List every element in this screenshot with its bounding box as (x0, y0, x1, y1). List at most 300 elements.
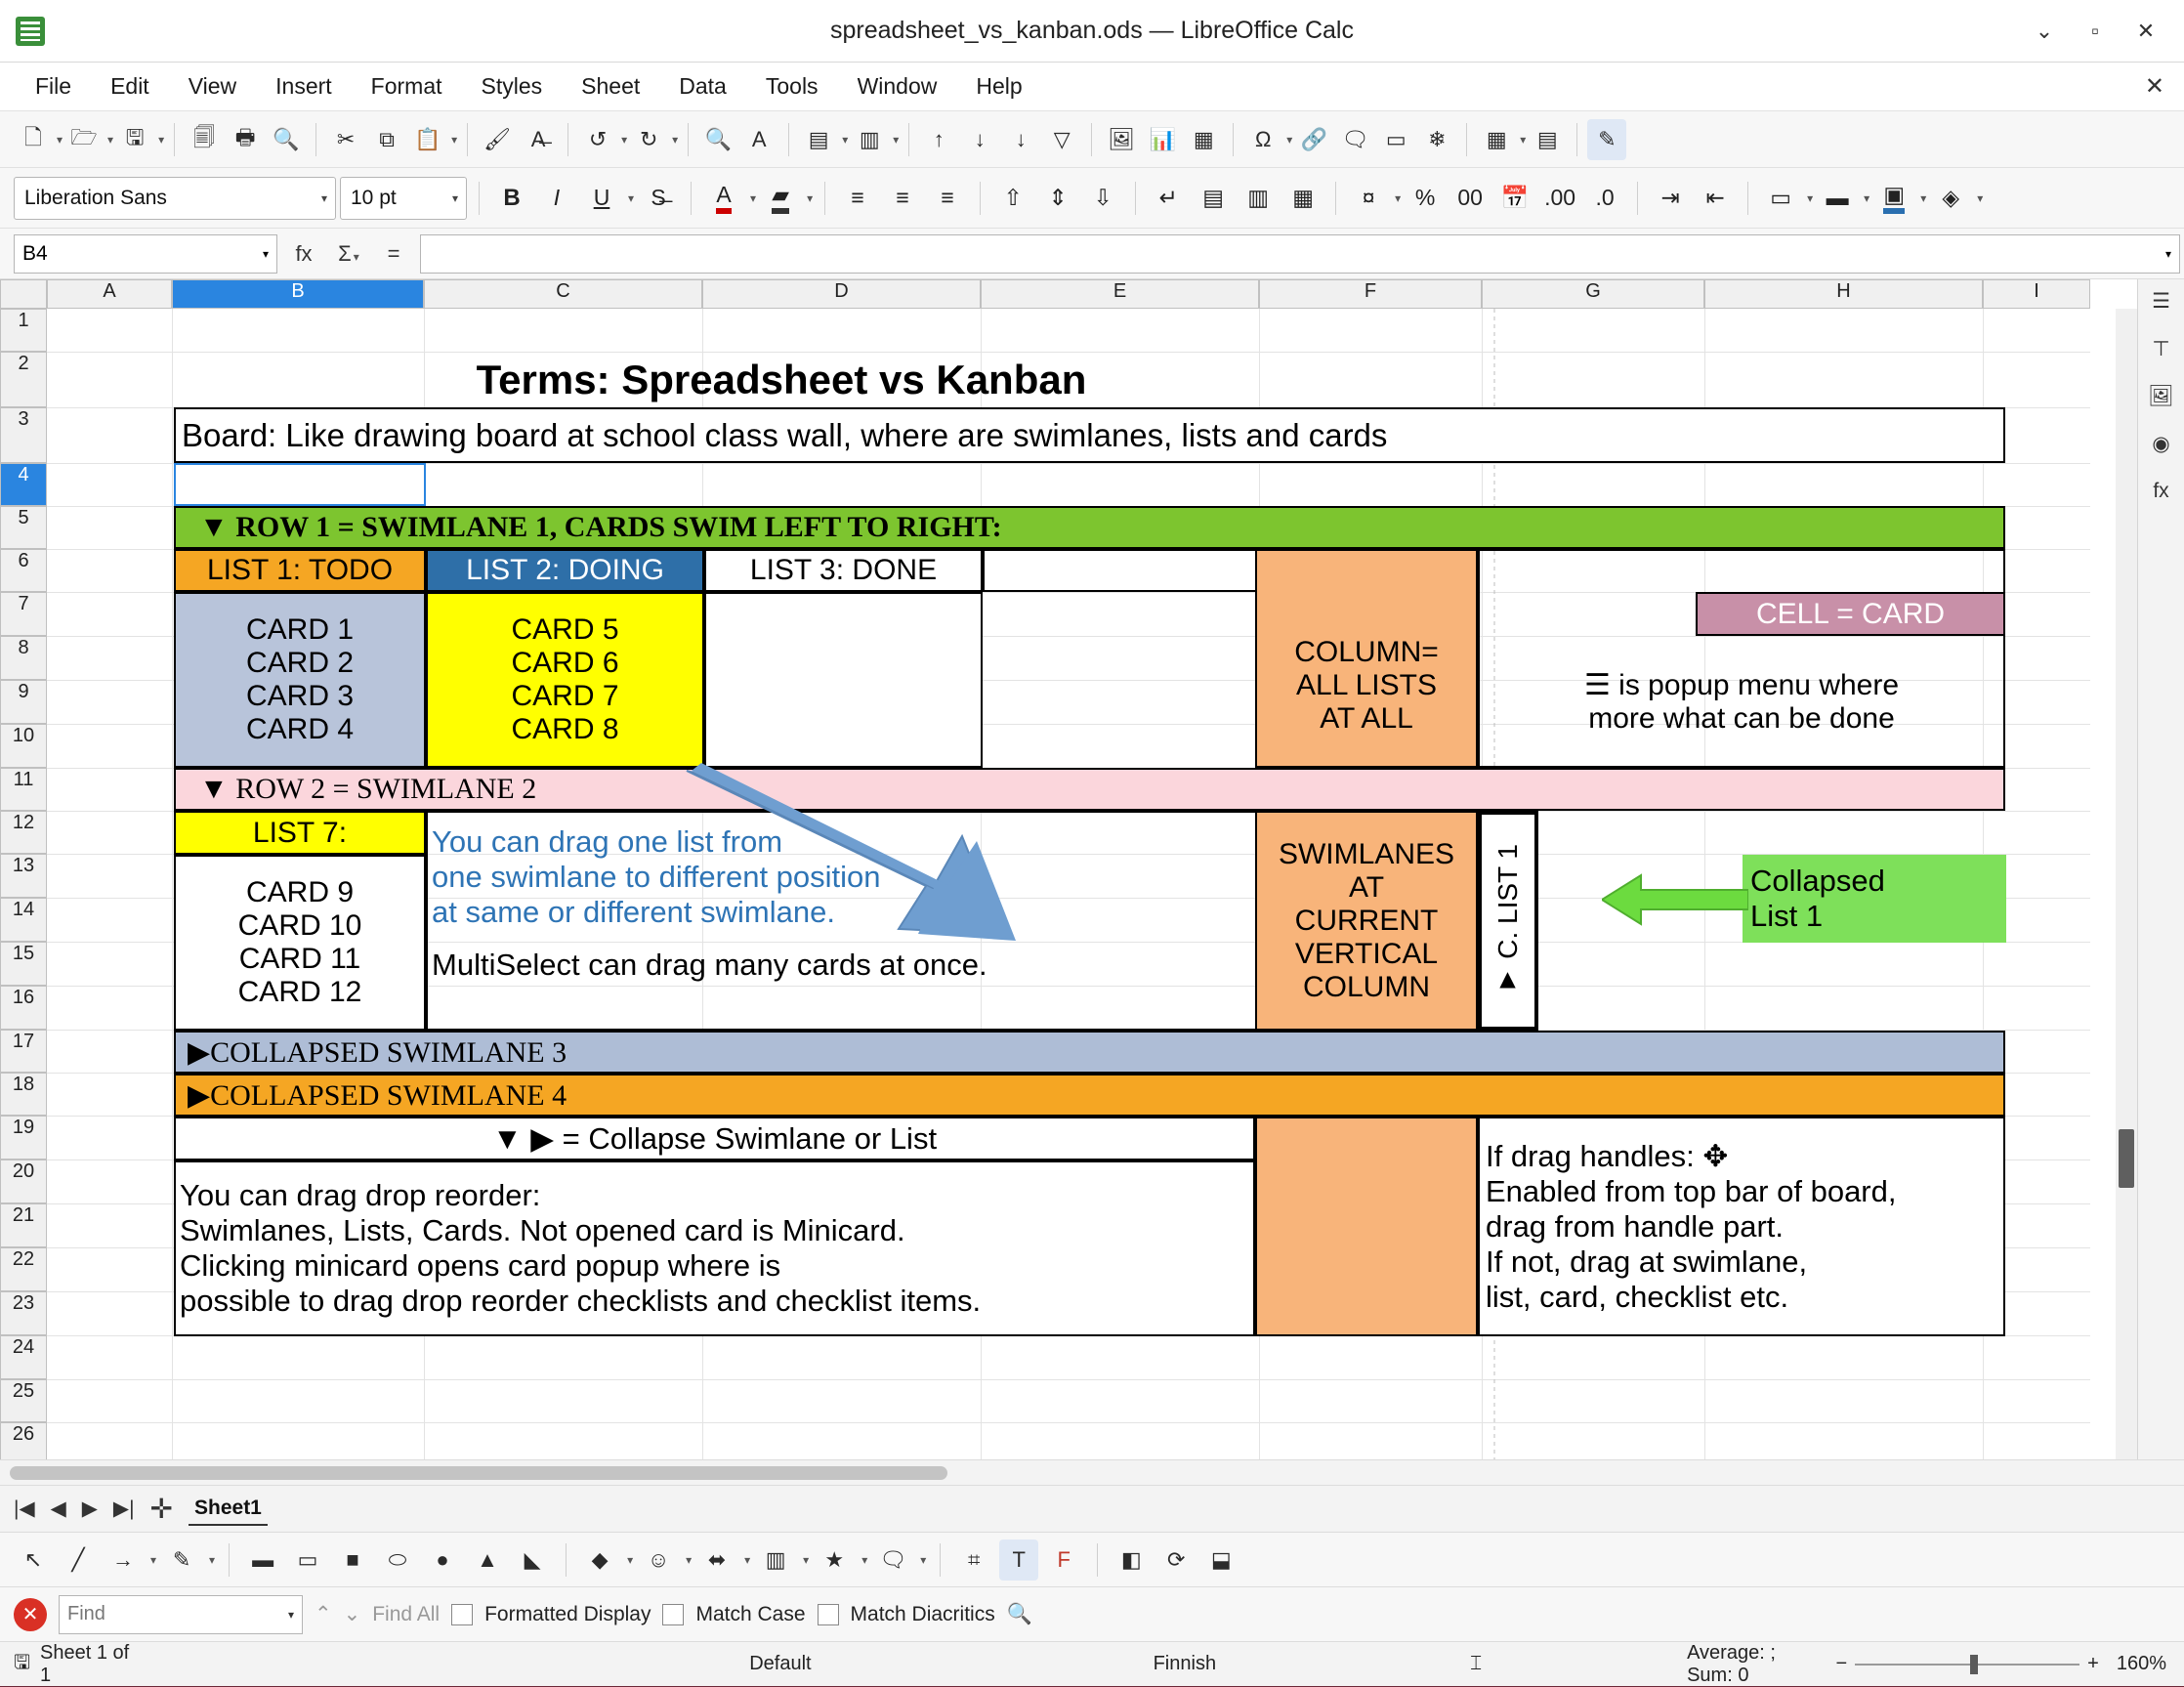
align-objects-icon[interactable]: ⬓ (1210, 1546, 1232, 1572)
average-sum-status: Average: ; Sum: 0 (1687, 1641, 1776, 1686)
sidebar-navigator-icon[interactable]: fx (2153, 480, 2169, 502)
column-all-lists-line-1: COLUMN= (1294, 636, 1439, 668)
select-tool-icon[interactable]: ↖ (23, 1546, 43, 1572)
formula-expand-chevron-down-icon[interactable]: ▾ (2164, 246, 2171, 261)
sheet-tab-sheet1[interactable]: Sheet1 (189, 1493, 268, 1526)
column-header-g[interactable]: G (1482, 279, 1704, 309)
page-style[interactable]: Default (749, 1653, 812, 1674)
formatbar-separator (1335, 182, 1336, 215)
background-color-caret-icon[interactable]: ▾ (1920, 190, 1927, 205)
italic-label: I (553, 185, 561, 210)
basic-shapes-icon[interactable]: ◆ (591, 1546, 609, 1572)
font-color-button[interactable] (703, 177, 744, 220)
undo-caret-icon[interactable]: ▾ (621, 132, 628, 147)
sum-icon[interactable] (330, 241, 367, 267)
row-header-13[interactable]: 13 (0, 854, 47, 898)
card-2: CARD 2 (245, 647, 355, 679)
row-header-8[interactable]: 8 (0, 636, 47, 680)
flowchart-shapes-icon[interactable]: ▥ (765, 1546, 786, 1572)
selection-mode-icon[interactable]: ⌶ (1470, 1653, 1483, 1674)
find-and-replace-icon[interactable]: 🔍 (1006, 1602, 1032, 1625)
column-header-d[interactable]: D (702, 279, 981, 309)
collapsed-swimlane-3-label: ▶COLLAPSED SWIMLANE 3 (188, 1035, 567, 1069)
zoom-in-button[interactable]: + (2087, 1653, 2099, 1674)
column-all-lists-line-3: AT ALL (1320, 702, 1413, 735)
spelling-icon[interactable]: A (751, 126, 767, 151)
insert-chart-icon[interactable]: 📊 (1149, 126, 1176, 151)
horizontal-scrollbar-thumb[interactable] (10, 1466, 947, 1480)
vertical-scrollbar[interactable] (2116, 309, 2137, 1459)
highlight-color-caret-icon[interactable]: ▾ (807, 190, 814, 205)
add-sheet-icon[interactable]: ✛ (149, 1494, 173, 1524)
row-header-column (0, 309, 47, 1459)
toolbar-separator (467, 123, 468, 156)
swimlanes-column-line-3: CURRENT (1294, 904, 1439, 937)
new-document-icon[interactable]: 🗋 (24, 124, 42, 149)
drag-drop-notes-block (174, 1160, 1255, 1336)
drag-handles-note-line-5: list, card, checklist etc. (1486, 1279, 1789, 1314)
list-7-cards (174, 855, 426, 1031)
export-pdf-icon[interactable]: 🗐 (193, 124, 216, 149)
collapse-legend-text: ▼ ▶ = Collapse Swimlane or List (491, 1120, 938, 1156)
right-triangle-tool-icon[interactable]: ◣ (524, 1546, 541, 1572)
column-header-a[interactable]: A (47, 279, 172, 309)
stars-banners-icon[interactable]: ★ (824, 1546, 845, 1572)
row-header-25[interactable]: 25 (0, 1379, 47, 1422)
list-2-cards (426, 592, 704, 768)
format-date-button[interactable]: 📅 (1500, 185, 1530, 210)
list-3-header (704, 549, 983, 592)
card-9: CARD 9 (245, 876, 355, 908)
green-arrow-shape (1602, 870, 1748, 929)
row-header-24[interactable]: 24 (0, 1335, 47, 1379)
stars-banners-caret-icon[interactable]: ▾ (861, 1552, 868, 1567)
save-document-icon[interactable]: 🖫 (125, 124, 145, 149)
paste-icon[interactable]: 📋 (414, 126, 441, 151)
menu-edit[interactable]: Edit (110, 73, 149, 99)
special-character-caret-icon[interactable]: ▾ (1286, 132, 1293, 147)
menu-bar (0, 63, 2184, 111)
card-3: CARD 3 (245, 680, 355, 712)
sheet-title (195, 352, 1367, 407)
pivot-table-icon[interactable]: ▦ (1193, 126, 1214, 151)
borders-caret-icon[interactable]: ▾ (1520, 132, 1527, 147)
column-caret-icon[interactable]: ▾ (893, 132, 900, 147)
italic-button[interactable] (536, 177, 577, 220)
toolbar-separator (1091, 123, 1092, 156)
drawbar-separator (940, 1543, 941, 1577)
row-header-1[interactable]: 1 (0, 309, 47, 352)
board-description-text: Board: Like drawing board at school class wall, where are swimlanes, lists and cards (182, 416, 1388, 453)
card-1: CARD 1 (245, 613, 355, 646)
collapsed-list-callout-line-2: List 1 (1750, 899, 1824, 933)
redo-icon[interactable]: ↻ (639, 126, 658, 151)
menu-insert[interactable]: Insert (275, 73, 332, 99)
multiselect-note-text: MultiSelect can drag many cards at once. (432, 947, 987, 982)
border-style-caret-icon[interactable]: ▾ (1864, 190, 1870, 205)
drawbar-separator (1097, 1543, 1098, 1577)
card-8: CARD 8 (511, 713, 619, 745)
find-previous-icon[interactable]: ⌃ (315, 1603, 332, 1625)
sort-descending-icon[interactable]: ↓ (1015, 126, 1027, 151)
card-7: CARD 7 (511, 680, 619, 712)
formatted-display-label: Formatted Display (484, 1602, 651, 1625)
sheet-info: Sheet 1 of 1 (40, 1641, 130, 1686)
toggle-extrusion-icon[interactable]: ◧ (1120, 1546, 1142, 1572)
circle-tool-icon[interactable]: ● (436, 1546, 449, 1572)
underline-label: U (593, 185, 610, 210)
row-header-14[interactable]: 14 (0, 898, 47, 942)
close-document-button[interactable]: ✕ (2144, 73, 2164, 100)
sum-caret-icon[interactable]: ▾ (353, 249, 359, 264)
split-window-icon[interactable]: ▤ (1536, 126, 1558, 151)
menu-styles[interactable]: Styles (481, 73, 543, 99)
row-icon[interactable]: ▤ (808, 126, 829, 151)
collapsed-list-1-label: ▼ C. LIST 1 (1492, 844, 1523, 997)
drag-drop-note-line-2: Swimlanes, Lists, Cards. Not opened card is Minicard. (180, 1213, 905, 1247)
print-icon[interactable]: 🖶 (234, 124, 256, 149)
zoom-slider-track[interactable] (1855, 1664, 2079, 1666)
language-status[interactable]: Finnish (1153, 1653, 1217, 1674)
horizontal-scrollbar[interactable] (0, 1459, 2184, 1485)
collapsed-list-callout-line-1: Collapsed (1750, 864, 1885, 898)
save-document-caret-icon[interactable]: ▾ (158, 132, 165, 147)
menu-format[interactable]: Format (370, 73, 442, 99)
line-ends-arrow-caret-icon[interactable]: ▾ (150, 1552, 157, 1567)
row-header-15[interactable]: 15 (0, 942, 47, 986)
special-character-icon[interactable]: Ω (1255, 126, 1272, 151)
column-header-f[interactable]: F (1259, 279, 1482, 309)
card-4: CARD 4 (245, 713, 355, 745)
formatbar-separator (1747, 182, 1748, 215)
sidebar-settings-icon[interactable]: ☰ (2152, 290, 2170, 313)
sidebar-styles-icon[interactable]: 🖼 (2148, 385, 2174, 407)
find-history-chevron-down-icon[interactable]: ▾ (287, 1607, 294, 1622)
last-sheet-icon[interactable]: ▶| (112, 1497, 135, 1520)
insert-text-box-icon[interactable]: T (999, 1539, 1038, 1581)
add-decimal-place-button[interactable]: .00 (1544, 185, 1576, 210)
name-box-value: B4 (22, 241, 48, 265)
underline-caret-icon[interactable]: ▾ (628, 190, 635, 205)
sort-ascending-icon[interactable]: ↓ (974, 126, 986, 151)
clear-formatting-icon[interactable]: A̶ (530, 126, 546, 151)
swimlanes-column-box (1255, 811, 1478, 1031)
borders-format-button[interactable]: ▭ (1770, 185, 1791, 210)
collapsed-list-callout (1743, 855, 2006, 943)
undo-icon[interactable]: ↺ (588, 126, 608, 151)
find-replace-icon[interactable]: 🔍 (704, 126, 732, 151)
clone-formatting-icon[interactable]: 🖌 (483, 126, 512, 151)
bold-button[interactable] (491, 177, 532, 220)
menu-data[interactable]: Data (679, 73, 727, 99)
wrap-text-button[interactable]: ↵ (1158, 185, 1178, 210)
rectangle-tool-icon[interactable]: ▬ (252, 1546, 274, 1572)
minimize-button[interactable]: ⌄ (2035, 18, 2054, 43)
symbol-shapes-caret-icon[interactable]: ▾ (686, 1552, 693, 1567)
previous-sheet-icon[interactable]: ◀ (50, 1497, 66, 1520)
unmerge-cells-button[interactable]: ▦ (1292, 185, 1314, 210)
rounded-rectangle-tool-icon[interactable]: ▭ (297, 1546, 318, 1572)
standard-toolbar (0, 111, 2184, 168)
row-header-12[interactable]: 12 (0, 811, 47, 854)
swimlane-1-row (174, 506, 2005, 549)
block-arrows-icon[interactable]: ⬌ (707, 1546, 727, 1572)
callout-shapes-caret-icon[interactable]: ▾ (920, 1552, 927, 1567)
collapsed-swimlane-4-label: ▶COLLAPSED SWIMLANE 4 (188, 1078, 567, 1112)
formatbar-separator (1135, 182, 1136, 215)
formatbar-separator (980, 182, 981, 215)
insert-fontwork-icon[interactable]: F (1057, 1546, 1071, 1572)
list-3-label: LIST 3: DONE (749, 554, 938, 586)
align-left-button[interactable]: ≡ (851, 185, 864, 210)
menu-help[interactable]: Help (976, 73, 1023, 99)
freeze-rows-columns-icon[interactable]: ❄ (1428, 126, 1447, 151)
square-tool-icon[interactable]: ■ (346, 1546, 359, 1572)
popup-menu-note-line-1: ☰ is popup menu where (1583, 669, 1900, 701)
selected-cell-b4[interactable] (174, 463, 426, 506)
row-header-11[interactable]: 11 (0, 768, 47, 811)
drag-list-note-line-3: at same or different swimlane. (432, 894, 835, 929)
sidebar-gallery-icon[interactable]: ◉ (2152, 433, 2170, 455)
formatbar-separator (479, 182, 480, 215)
zoom-out-button[interactable]: − (1835, 1653, 1848, 1674)
format-currency-button[interactable]: ¤ (1362, 185, 1375, 210)
collapsed-swimlane-3 (174, 1031, 2005, 1074)
insert-comment-icon[interactable]: 🗨 (1341, 126, 1369, 151)
font-size-value: 10 pt (351, 186, 397, 209)
align-bottom-button[interactable]: ⇩ (1093, 185, 1113, 210)
column-header-i[interactable]: I (1983, 279, 2090, 309)
format-percent-button[interactable]: % (1414, 185, 1436, 210)
copy-icon[interactable]: ⧉ (379, 126, 395, 151)
sheet-title-text: Terms: Spreadsheet vs Kanban (476, 356, 1087, 402)
orange-spacer-block (1255, 1117, 1478, 1336)
zoom-slider[interactable] (1835, 1653, 2184, 1675)
font-name-chevron-down-icon[interactable]: ▾ (320, 190, 327, 205)
borders-format-caret-icon[interactable]: ▾ (1807, 190, 1814, 205)
callout-shapes-icon[interactable]: 🗨 (879, 1546, 907, 1572)
row-header-22[interactable]: 22 (0, 1247, 47, 1291)
insert-hyperlink-icon[interactable]: 🔗 (1300, 126, 1327, 151)
line-ends-arrow-tool-icon[interactable]: → (112, 1546, 134, 1572)
block-arrows-caret-icon[interactable]: ▾ (744, 1552, 751, 1567)
formula-input-line[interactable] (420, 234, 2180, 274)
merge-center-cells-button[interactable]: ▥ (1247, 185, 1269, 210)
drag-handles-note-line-4: If not, drag at swimlane, (1486, 1244, 1808, 1279)
row-header-23[interactable]: 23 (0, 1291, 47, 1335)
drag-drop-note-line-1: You can drag drop reorder: (180, 1178, 541, 1212)
row-caret-icon[interactable]: ▾ (842, 132, 849, 147)
drag-list-note-line-2: one swimlane to different position (432, 859, 881, 894)
paste-caret-icon[interactable]: ▾ (451, 132, 458, 147)
row-header-19[interactable]: 19 (0, 1116, 47, 1160)
font-color-caret-icon[interactable]: ▾ (750, 190, 757, 205)
delete-decimal-place-button[interactable]: .0 (1595, 185, 1615, 210)
row-header-16[interactable]: 16 (0, 986, 47, 1030)
menu-tools[interactable]: Tools (765, 73, 819, 99)
toolbar-separator (908, 123, 909, 156)
font-color-label: A (716, 182, 731, 214)
list-7-label: LIST 7: (252, 816, 348, 849)
row-header-4[interactable]: 4 (0, 463, 47, 506)
find-next-icon[interactable]: ⌄ (343, 1603, 361, 1625)
format-currency-caret-icon[interactable]: ▾ (1395, 190, 1402, 205)
save-status-icon: 🖫 (14, 1651, 31, 1673)
drag-handles-note-line-2: Enabled from top bar of board, (1486, 1173, 1897, 1208)
row-header-5[interactable]: 5 (0, 506, 47, 549)
ellipse-tool-icon[interactable]: ⬭ (388, 1546, 407, 1572)
highlight-color-button[interactable] (760, 177, 801, 220)
row-header-6[interactable]: 6 (0, 549, 47, 592)
name-box[interactable] (14, 234, 277, 274)
toolbar-separator (1576, 123, 1577, 156)
points-tool-icon[interactable]: ⌗ (968, 1546, 981, 1572)
sheet-tab-bar (0, 1485, 2184, 1532)
swimlane-1-label: ▼ ROW 1 = SWIMLANE 1, CARDS SWIM LEFT TO RIGHT: (199, 511, 1002, 543)
cut-icon[interactable]: ✂ (336, 126, 356, 151)
select-all-corner[interactable] (0, 279, 47, 309)
vertical-scrollbar-thumb[interactable] (2119, 1129, 2134, 1188)
formatbar-separator (691, 182, 692, 215)
sort-icon[interactable]: ↑ (933, 126, 945, 151)
background-color-label: ▣ (1883, 182, 1905, 214)
increase-indent-button[interactable]: ⇥ (1660, 185, 1680, 210)
menu-view[interactable]: View (188, 73, 237, 99)
open-document-icon[interactable]: 🗁 (70, 124, 98, 149)
toolbar-separator (1233, 123, 1234, 156)
match-case-label: Match Case (695, 1602, 806, 1625)
align-top-button[interactable]: ⇧ (1003, 185, 1023, 210)
column-header-e[interactable]: E (981, 279, 1259, 309)
align-right-button[interactable]: ≡ (941, 185, 954, 210)
drawing-toolbar (0, 1532, 2184, 1586)
show-draw-functions-icon[interactable]: ✎ (1587, 119, 1626, 160)
sidebar-deck (2137, 279, 2184, 1459)
first-sheet-icon[interactable]: |◀ (14, 1497, 35, 1520)
formatted-display-checkbox[interactable] (451, 1604, 473, 1625)
conditional-formatting-button[interactable]: ◈ (1942, 185, 1960, 210)
card-6: CARD 6 (511, 647, 619, 679)
drag-drop-note-line-3: Clicking minicard opens card popup where is (180, 1248, 781, 1283)
card-11: CARD 11 (238, 943, 361, 975)
status-bar (0, 1641, 2184, 1686)
align-center-button[interactable]: ≡ (896, 185, 909, 210)
column-header-c[interactable]: C (424, 279, 702, 309)
menu-sheet[interactable]: Sheet (581, 73, 641, 99)
open-document-caret-icon[interactable]: ▾ (107, 132, 114, 147)
autofilter-icon[interactable]: ▽ (1053, 126, 1071, 151)
cell-equals-card-box (1696, 592, 2005, 636)
decrease-indent-button[interactable]: ⇤ (1705, 185, 1725, 210)
row-header-7[interactable]: 7 (0, 592, 47, 636)
column-all-lists-box (1255, 549, 1478, 768)
headers-footers-icon[interactable]: ▭ (1385, 126, 1407, 151)
list-1-header (174, 549, 426, 592)
find-all-button[interactable]: Find All (372, 1602, 441, 1625)
match-diacritics-label: Match Diacritics (850, 1602, 995, 1625)
freeform-line-tool-icon[interactable]: ✎ (172, 1546, 191, 1572)
menu-window[interactable]: Window (857, 73, 938, 99)
freeform-line-caret-icon[interactable]: ▾ (209, 1552, 216, 1567)
rotate-tool-icon[interactable]: ⟳ (1167, 1546, 1186, 1572)
function-wizard-icon[interactable]: fx (295, 240, 313, 266)
merge-cells-button[interactable]: ▤ (1202, 185, 1224, 210)
next-sheet-icon[interactable]: ▶ (81, 1497, 98, 1520)
format-number-button[interactable]: 00 (1457, 185, 1483, 210)
swimlanes-column-line-1: SWIMLANES (1278, 837, 1455, 870)
formula-icon[interactable]: = (387, 240, 400, 266)
row-header-2[interactable]: 2 (0, 352, 47, 407)
zoom-level[interactable]: 160% (2116, 1653, 2166, 1674)
new-document-caret-icon[interactable]: ▾ (57, 132, 63, 147)
match-diacritics-checkbox[interactable] (818, 1604, 839, 1625)
redo-caret-icon[interactable]: ▾ (672, 132, 679, 147)
drag-handles-notes-block (1478, 1117, 2005, 1336)
swimlanes-column-line-4: VERTICAL (1294, 937, 1439, 970)
font-size-combo[interactable] (340, 177, 467, 220)
borders-icon[interactable]: ▦ (1486, 126, 1507, 151)
row-header-10[interactable]: 10 (0, 724, 47, 768)
insert-image-icon[interactable]: 🖼 (1108, 126, 1136, 151)
background-color-button[interactable] (1873, 177, 1914, 220)
line-tool-icon[interactable]: ╱ (71, 1546, 85, 1572)
font-size-chevron-down-icon[interactable]: ▾ (451, 190, 458, 205)
row-header-20[interactable]: 20 (0, 1160, 47, 1203)
title-bar (0, 0, 2184, 63)
maximize-button[interactable]: ▫ (2091, 18, 2099, 43)
strikethrough-button[interactable]: S̶ (651, 185, 666, 210)
row-header-26[interactable]: 26 (0, 1422, 47, 1459)
formatbar-separator (1637, 182, 1638, 215)
card-5: CARD 5 (511, 613, 619, 646)
column-header-h[interactable]: H (1704, 279, 1983, 309)
flowchart-shapes-caret-icon[interactable]: ▾ (803, 1552, 810, 1567)
print-preview-icon[interactable]: 🔍 (273, 126, 300, 151)
conditional-formatting-caret-icon[interactable]: ▾ (1977, 190, 1984, 205)
row-header-9[interactable]: 9 (0, 680, 47, 724)
find-input[interactable] (59, 1595, 303, 1634)
match-case-checkbox[interactable] (662, 1604, 684, 1625)
underline-button[interactable] (581, 177, 622, 220)
column-header-b[interactable]: B (172, 279, 424, 309)
name-box-chevron-down-icon[interactable]: ▾ (262, 246, 269, 261)
menu-file[interactable]: File (35, 73, 72, 99)
row-header-17[interactable]: 17 (0, 1030, 47, 1073)
zoom-slider-knob[interactable] (1970, 1655, 1978, 1674)
symbol-shapes-icon[interactable]: ☺ (647, 1546, 670, 1572)
center-vertically-button[interactable]: ⇕ (1048, 185, 1068, 210)
triangle-tool-icon[interactable]: ▲ (477, 1546, 498, 1572)
row-header-3[interactable]: 3 (0, 407, 47, 463)
popup-menu-note-line-2: more what can be done (1588, 702, 1895, 735)
column-icon[interactable]: ▥ (859, 126, 880, 151)
collapsed-list-1-box (1478, 811, 1538, 1031)
toolbar-separator (315, 123, 316, 156)
basic-shapes-caret-icon[interactable]: ▾ (627, 1552, 634, 1567)
font-name-combo[interactable] (14, 177, 336, 220)
close-button[interactable]: ✕ (2136, 18, 2156, 43)
formatbar-separator (824, 182, 825, 215)
close-find-bar-button[interactable]: ✕ (14, 1598, 47, 1631)
highlight-color-label: ▰ (772, 182, 789, 214)
sidebar-properties-icon[interactable]: ⊤ (2152, 338, 2170, 360)
toolbar-separator (1466, 123, 1467, 156)
row-header-21[interactable]: 21 (0, 1203, 47, 1247)
spreadsheet-grid[interactable] (0, 279, 2137, 1459)
border-style-button[interactable]: ▬ (1826, 185, 1849, 210)
list-1-label: LIST 1: TODO (206, 554, 394, 586)
row-header-18[interactable]: 18 (0, 1073, 47, 1116)
